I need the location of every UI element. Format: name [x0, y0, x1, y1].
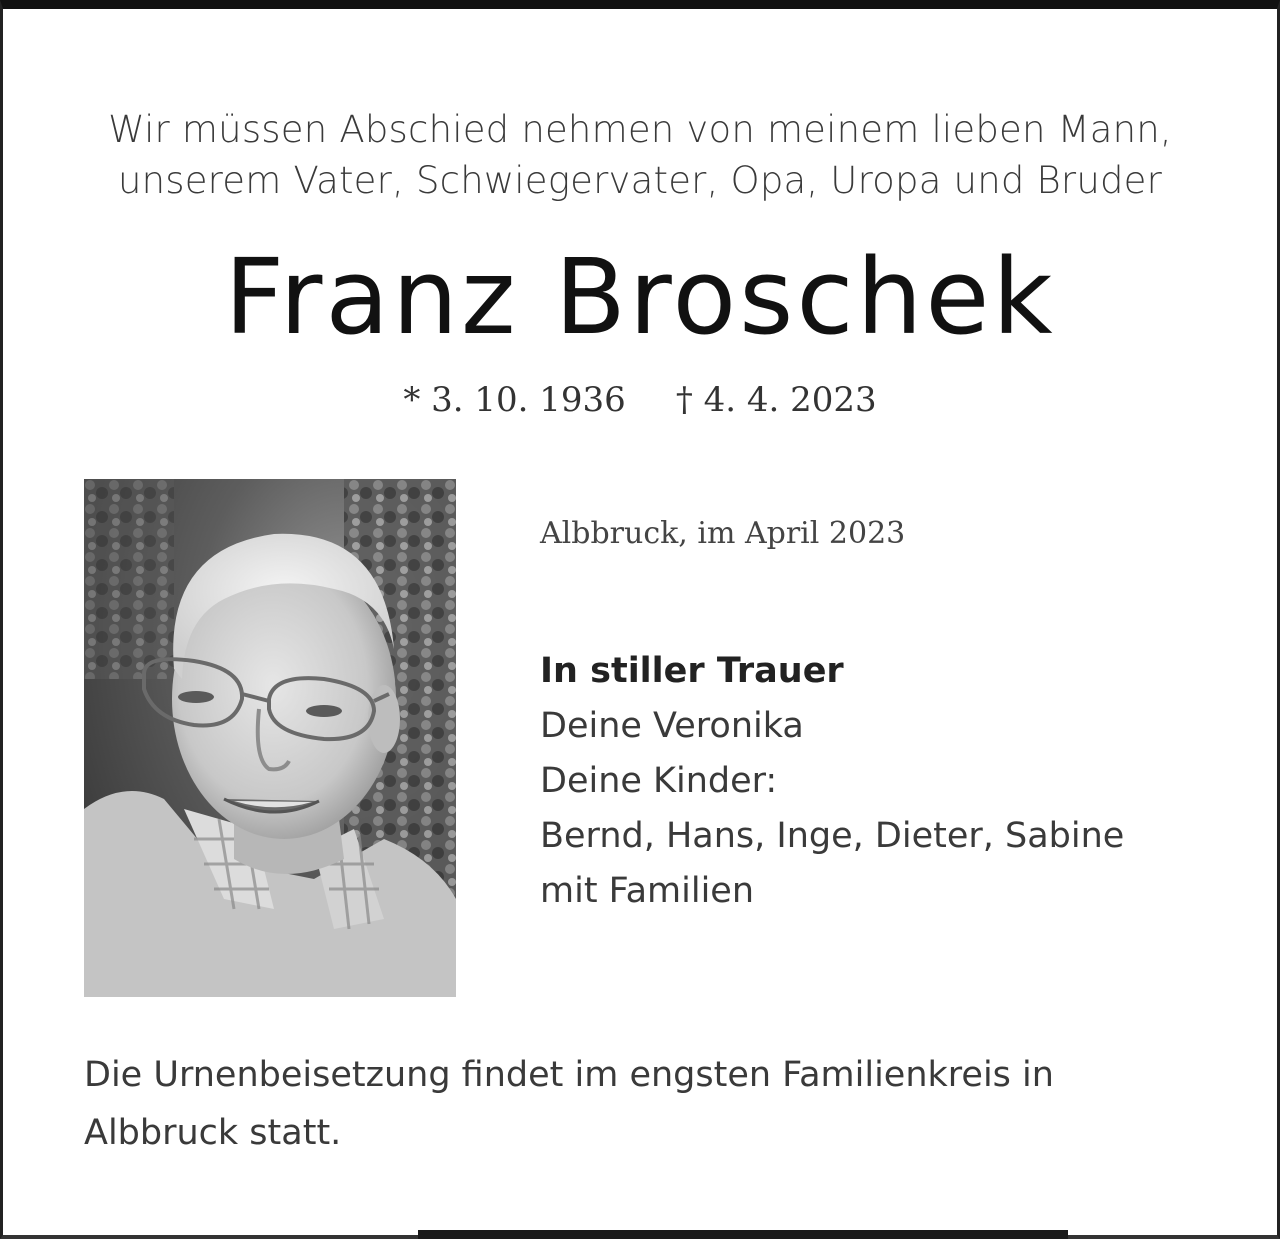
death-date: † 4. 4. 2023 [675, 380, 877, 420]
birth-date: * 3. 10. 1936 [403, 380, 626, 420]
mourner-line: mit Familien [540, 871, 755, 911]
portrait-photo [84, 479, 456, 997]
notice-line-1: Die Urnenbeisetzung findet im engsten Familienkreis in [84, 1055, 1054, 1095]
burial-notice [84, 1046, 1194, 1162]
intro-text [0, 104, 1280, 206]
deceased-name: Franz Broschek [224, 236, 1056, 358]
life-dates [0, 375, 1280, 425]
notice-line-2: Albbruck statt. [84, 1113, 342, 1153]
mourner-line: Deine Kinder: [540, 761, 778, 801]
intro-line-2: unserem Vater, Schwiegervater, Opa, Uropa und Bruder [117, 159, 1163, 202]
intro-line-1: Wir müssen Abschied nehmen von meinem lieben Mann, [108, 108, 1172, 151]
mourner-line: Bernd, Hans, Inge, Dieter, Sabine [540, 816, 1125, 856]
bottom-edge-bar [418, 1230, 1068, 1239]
place-date: Albbruck, im April 2023 [540, 516, 906, 551]
mourners-heading: In stiller Trauer [540, 651, 844, 691]
mourners-block [540, 644, 1124, 919]
mourner-line: Deine Veronika [540, 706, 804, 746]
